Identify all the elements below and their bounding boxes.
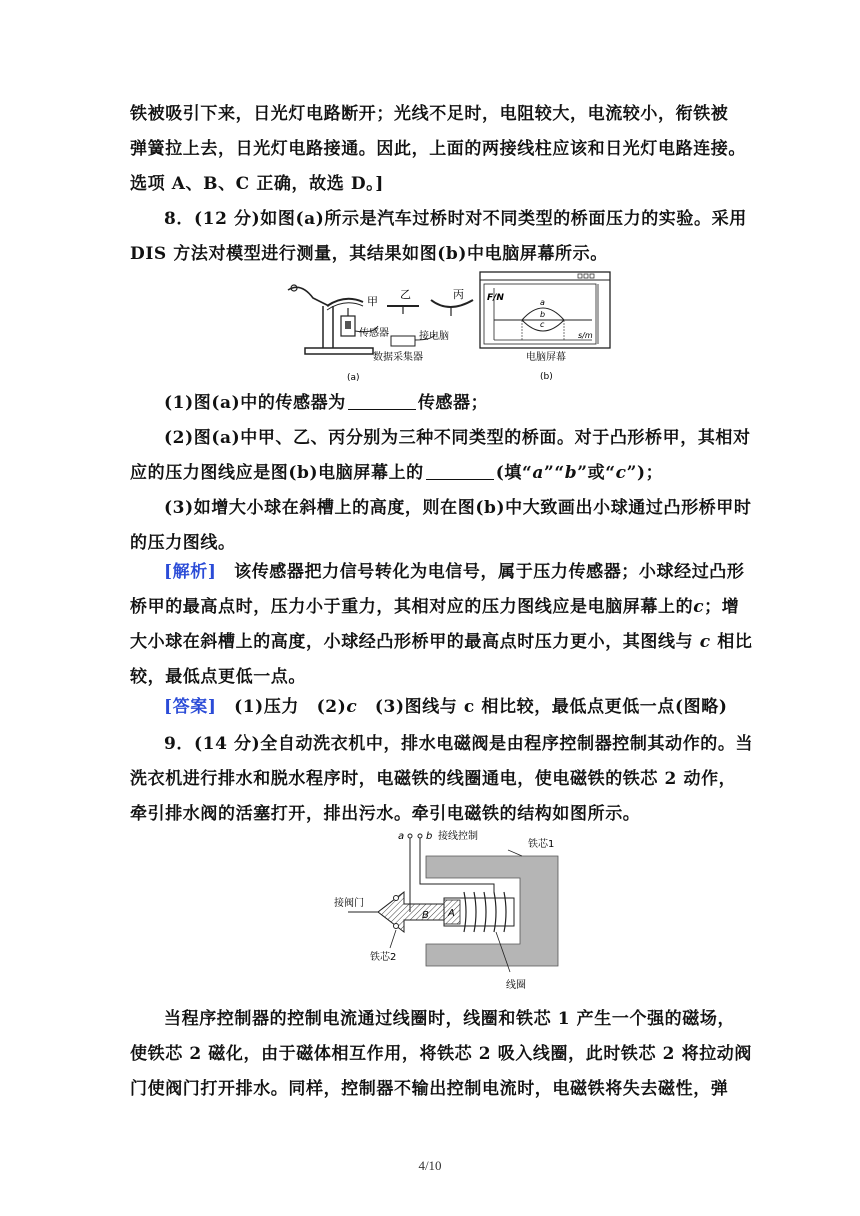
label-xlabel: s/m <box>578 331 593 340</box>
label-yi: 乙 <box>400 288 411 301</box>
text: 传感器； <box>417 393 489 413</box>
previous-answer-text <box>130 97 746 202</box>
subquestion-1 <box>130 386 730 421</box>
text-line: DIS 方法对模型进行测量，其结果如图(b)中电脑屏幕所示。 <box>130 244 608 264</box>
text: 相比 <box>717 632 753 652</box>
analysis-line <box>130 625 753 660</box>
text: ；增 <box>704 597 740 617</box>
text-line: 使铁芯 2 磁化，由于磁体相互作用，将铁芯 2 吸入线圈，此时铁芯 2 将拉动阀 <box>130 1044 752 1064</box>
label-bing: 丙 <box>453 288 464 301</box>
subquestion-2-cont <box>130 456 730 491</box>
subquestion-2: (2)图(a)中甲、乙、丙分别为三种不同类型的桥面。对于凸形桥甲，其相对 <box>164 428 751 448</box>
text: b <box>564 463 578 483</box>
question-8-answer <box>130 690 730 725</box>
caption-b: (b) <box>540 372 553 382</box>
question-9-stem <box>130 727 754 832</box>
text: (3)图线与 c 相比较，最低点更低一点(图略) <box>357 697 728 717</box>
text: (1)压力 (2) <box>234 697 347 717</box>
answer-blank <box>426 461 494 480</box>
label-ylabel: F/N <box>487 293 504 303</box>
label-collector: 数据采集器 <box>373 352 423 363</box>
text: 该传感器把力信号转化为电信号，属于压力传感器；小球经过凸形 <box>234 562 745 582</box>
label-A: A <box>448 908 455 919</box>
label-a: a <box>398 831 405 842</box>
label-valve: 接阀门 <box>334 898 364 909</box>
figure-a-bridge-apparatus <box>283 276 483 386</box>
label-computer: 接电脑 <box>419 331 449 342</box>
text: 桥甲的最高点时，压力小于重力，其相对应的压力图线应是电脑屏幕上的 <box>130 597 694 617</box>
text-line: 选项 A、B、C 正确，故选 D。] <box>130 174 384 194</box>
text-line: 8．(12 分)如图(a)所示是汽车过桥时对不同类型的桥面压力的实验。采用 <box>164 209 747 229</box>
label-screen: 电脑屏幕 <box>526 352 566 363</box>
text: a <box>532 463 545 483</box>
text: c <box>615 463 627 483</box>
label-c: c <box>540 320 545 329</box>
label-coil: 线圈 <box>506 980 526 991</box>
text: (1)图(a)中的传感器为 <box>164 393 346 413</box>
label-control: 接线控制 <box>438 831 478 842</box>
question-8-parts <box>130 386 752 561</box>
solenoid-explanation <box>130 1002 752 1107</box>
label-a: a <box>540 298 545 307</box>
label-core2: 铁芯2 <box>370 952 397 963</box>
analysis-tag: [解析] <box>164 562 217 582</box>
label-b: b <box>426 831 433 842</box>
text: c <box>693 597 705 617</box>
analysis-line: 较，最低点更低一点。 <box>130 667 306 687</box>
text-line: 当程序控制器的控制电流通过线圈时，线圈和铁芯 1 产生一个强的磁场， <box>164 1009 736 1029</box>
text: 大小球在斜槽上的高度，小球经凸形桥甲的最高点时压力更小，其图线与 <box>130 632 694 652</box>
answer-line <box>130 690 730 725</box>
caption-a: (a) <box>347 373 360 383</box>
label-core1: 铁芯1 <box>528 839 555 850</box>
text-line: 门使阀门打开排水。同样，控制器不输出控制电流时，电磁铁将失去磁性，弹 <box>130 1079 729 1099</box>
text: 应的压力图线应是图(b)电脑屏幕上的 <box>130 463 424 483</box>
text-line: 9．(14 分)全自动洗衣机中，排水电磁阀是由程序控制器控制其动作的。当 <box>164 734 754 754</box>
subquestion-3: (3)如增大小球在斜槽上的高度，则在图(b)中大致画出小球通过凸形桥甲时 <box>164 498 752 518</box>
text: c <box>699 632 711 652</box>
question-8-stem <box>130 202 747 272</box>
text-line: 洗衣机进行排水和脱水程序时，电磁铁的线圈通电，使电磁铁的铁芯 2 动作， <box>130 769 737 789</box>
text: ”或“ <box>577 463 616 483</box>
analysis-line <box>130 590 740 625</box>
answer-tag: [答案] <box>164 697 217 717</box>
page-number: 4/10 <box>418 1158 442 1173</box>
figure-b-computer-screen <box>478 270 613 386</box>
subquestion-3-cont: 的压力图线。 <box>130 533 236 553</box>
label-jia: 甲 <box>367 295 378 308</box>
text-line: 弹簧拉上去，日光灯电路接通。因此，上面的两接线柱应该和日光灯电路连接。 <box>130 139 746 159</box>
label-sensor: 传感器 <box>359 328 389 339</box>
label-B: B <box>422 910 429 921</box>
question-8-analysis <box>130 555 753 695</box>
text: c <box>346 697 358 717</box>
label-b: b <box>540 310 546 319</box>
text: ”)； <box>626 463 664 483</box>
text: (填“ <box>495 463 533 483</box>
text-line: 铁被吸引下来，日光灯电路断开；光线不足时，电阻较大，电流较小，衔铁被 <box>130 104 729 124</box>
analysis-line <box>130 555 745 590</box>
text: ”“ <box>544 463 565 483</box>
answer-blank <box>348 391 416 410</box>
text-line: 牵引排水阀的活塞打开，排出污水。牵引电磁铁的结构如图所示。 <box>130 804 641 824</box>
figure-solenoid-structure <box>334 826 574 998</box>
